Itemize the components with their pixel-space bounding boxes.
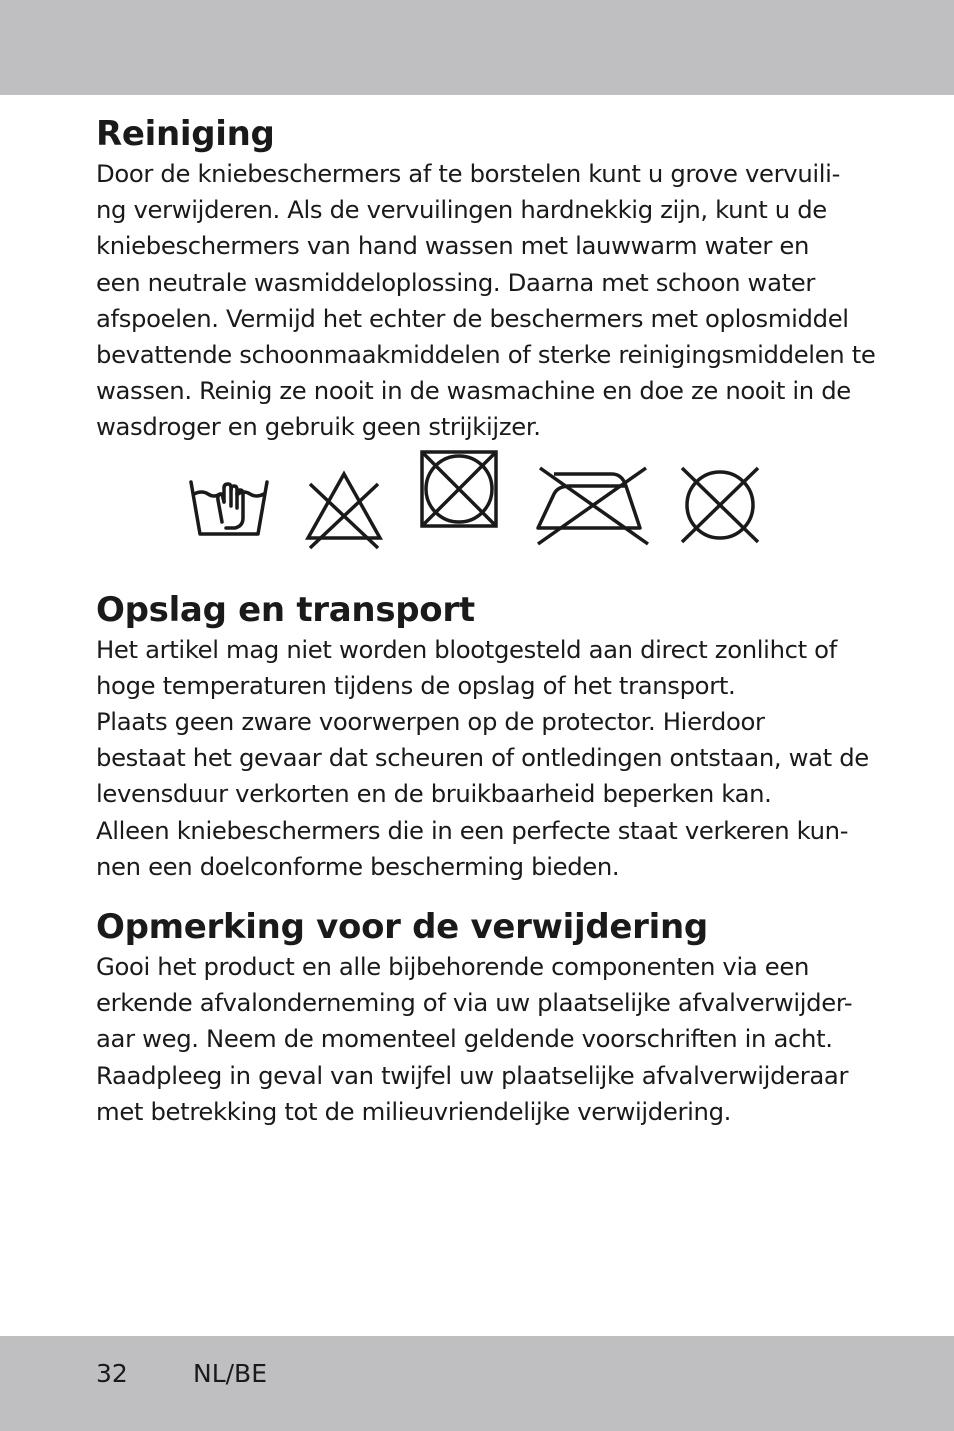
section-title: Opmerking voor de verwijdering <box>96 907 708 948</box>
text-line: bevattende schoonmaakmiddelen of sterke reinigingsmiddelen te <box>96 340 876 370</box>
section-title: Opslag en transport <box>96 589 475 630</box>
section-body <box>96 632 876 885</box>
text-line: Alleen kniebeschermers die in een perfecte staat verkeren kun- <box>96 815 849 845</box>
text-line: kniebeschermers van hand wassen met lauwwarm water en <box>96 231 810 261</box>
language-code: NL/BE <box>193 1359 267 1388</box>
text-line: Gooi het product en alle bijbehorende componenten via een <box>96 952 810 982</box>
text-line: met betrekking tot de milieuvriendelijke verwijdering. <box>96 1096 732 1126</box>
text-line: wasdroger en gebruik geen strijkijzer. <box>96 412 541 442</box>
hand-wash-icon <box>188 478 270 538</box>
text-line: een neutrale wasmiddeloplossing. Daarna met schoon water <box>96 267 816 297</box>
header-band <box>0 0 954 95</box>
section-reiniging <box>96 112 876 446</box>
no-tumble-dry-icon <box>418 448 500 534</box>
care-symbols <box>96 458 876 558</box>
text-line: wassen. Reinig ze nooit in de wasmachine en doe ze nooit in de <box>96 376 851 406</box>
text-line: erkende afvalonderneming of via uw plaatselijke afvalverwijder- <box>96 988 853 1018</box>
no-iron-icon <box>534 464 650 548</box>
section-opslag-en-transport <box>96 588 876 885</box>
section-body <box>96 949 876 1130</box>
no-bleach-icon <box>302 466 386 550</box>
no-dry-clean-icon <box>676 464 764 546</box>
text-line: bestaat het gevaar dat scheuren of ontledingen ontstaan, wat de <box>96 743 869 773</box>
text-line: levensduur verkorten en de bruikbaarheid beperken kan. <box>96 779 772 809</box>
footer-band <box>0 1336 954 1431</box>
text-line: nen een doelconforme bescherming bieden. <box>96 851 620 881</box>
text-line: ng verwijderen. Als de vervuilingen hardnekkig zijn, kunt u de <box>96 195 827 225</box>
section-title: Reiniging <box>96 114 275 154</box>
text-line: Het artikel mag niet worden blootgesteld aan direct zonlihct of <box>96 634 837 664</box>
text-line: Plaats geen zware voorwerpen op de protector. Hierdoor <box>96 707 765 737</box>
text-line: Door de kniebeschermers af te borstelen kunt u grove vervuili- <box>96 159 840 188</box>
page-number: 32 <box>96 1359 128 1388</box>
text-line: hoge temperaturen tijdens de opslag of het transport. <box>96 670 736 700</box>
text-line: Raadpleeg in geval van twijfel uw plaatselijke afvalverwijderaar <box>96 1060 849 1090</box>
section-verwijdering <box>96 905 876 1130</box>
text-line: aar weg. Neem de momenteel geldende voorschriften in acht. <box>96 1024 833 1054</box>
page-content <box>96 112 876 1130</box>
section-spacer <box>96 885 876 905</box>
section-body <box>96 156 876 446</box>
text-line: afspoelen. Vermijd het echter de beschermers met oplosmiddel <box>96 303 849 333</box>
